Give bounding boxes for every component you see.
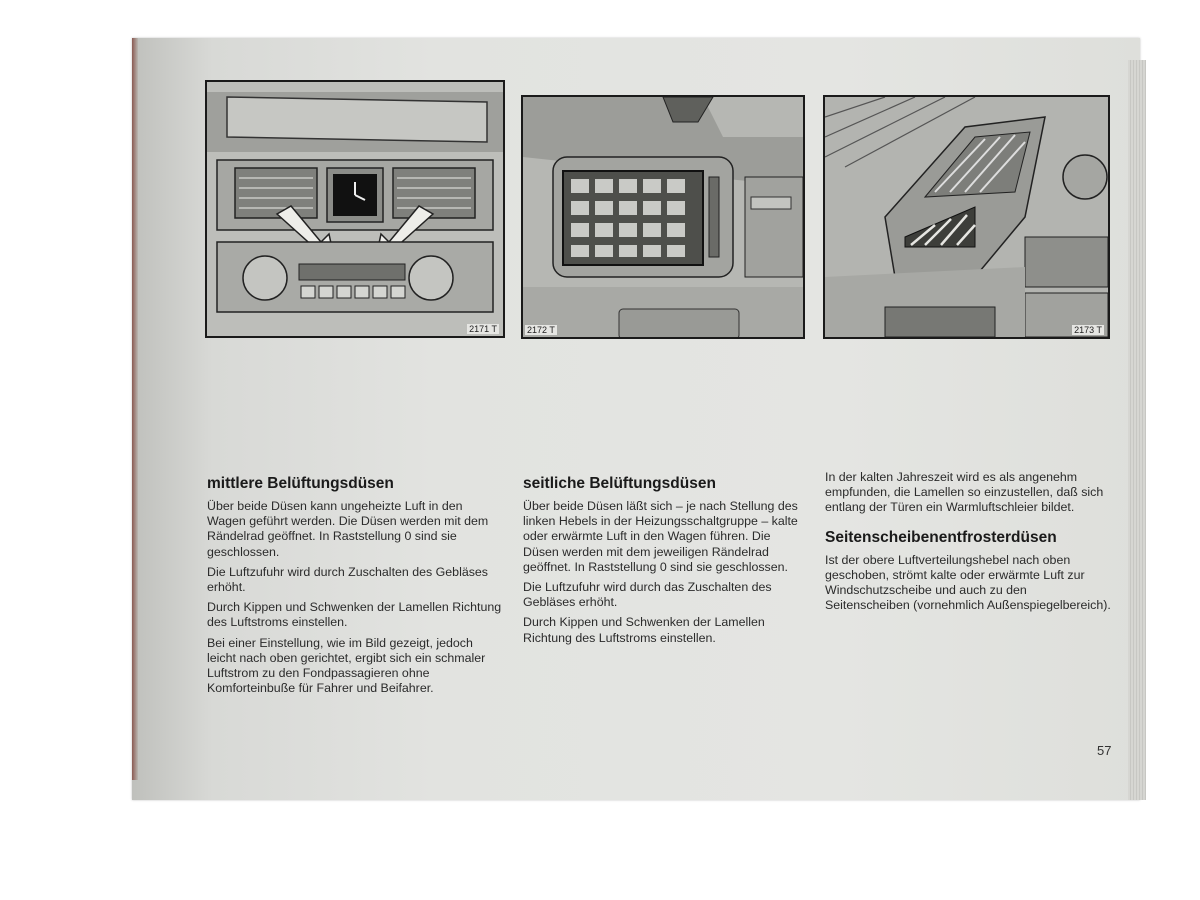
center-vents-illustration xyxy=(207,82,503,336)
paragraph: Die Luftzufuhr wird durch das Zuschalten des Gebläses erhöht. xyxy=(523,580,772,610)
figure-side-vent xyxy=(521,95,805,339)
paragraph: Die Luftzufuhr wird durch Zuschalten des Gebläses erhöht. xyxy=(207,564,488,595)
heading-side-vents: seitliche Belüftungsdüsen xyxy=(523,475,716,492)
paragraph: Über beide Düsen kann ungeheizte Luft in den Wagen geführt werden. Die Düsen werden mit dem Rändelrad geöffnet. In Raststellung 0 sind sie geschlossen. xyxy=(207,499,489,559)
heading-center-vents: mittlere Belüftungsdüsen xyxy=(207,475,394,492)
column-center-vents xyxy=(207,474,503,701)
heading-defroster: Seitenscheibenentfrosterdüsen xyxy=(825,528,1057,546)
paragraph: Über beide Düsen läßt sich – je nach Stellung des linken Hebels in der Heizungsschaltgruppe – kalte oder erwärmte Luft in den Wagen führen. Die Düsen werden mit dem jeweiligen Rändelrad geöffnet. In Raststellung 0 sind sie geschlossen. xyxy=(523,499,798,574)
paragraph: Durch Kippen und Schwenken der Lamellen Richtung des Luftstroms einstellen. xyxy=(207,600,502,630)
figure-defroster-vent xyxy=(823,95,1110,339)
paragraph: Durch Kippen und Schwenken der Lamellen Richtung des Luftstroms einstellen. xyxy=(523,615,765,645)
figure-number: 2171 T xyxy=(469,324,497,334)
column-side-vents xyxy=(523,474,808,651)
paragraph: Ist der obere Luftverteilungshebel nach oben geschoben, strömt kalte oder erwärmte Luft zur Windschutzscheibe und auch zu den Seitenscheiben (vornehmlich Außenspiegelbereich). xyxy=(825,552,1111,613)
figure-number: 2173 T xyxy=(1074,325,1102,335)
defroster-illustration xyxy=(825,97,1108,337)
column-defroster xyxy=(825,470,1113,618)
figure-number: 2172 T xyxy=(527,325,555,335)
page-spine-edge xyxy=(132,38,138,780)
page-number: 57 xyxy=(1097,743,1112,758)
paragraph: Bei einer Einstellung, wie im Bild gezeigt, jedoch leicht nach oben gerichtet, ergibt sich ein schmaler Luftstrom zu den Fondpassagieren ohne Komforteinbuße für Fahrer und Beifahrer. xyxy=(207,635,486,696)
page-stack-edge xyxy=(1128,60,1146,800)
figure-center-vents xyxy=(205,80,505,338)
side-vent-illustration xyxy=(523,97,803,337)
paragraph-intro: In der kalten Jahreszeit wird es als angenehm empfunden, die Lamellen so einzustellen, daß sich entlang der Türen ein Warmluftschleier bildet. xyxy=(825,470,1104,515)
